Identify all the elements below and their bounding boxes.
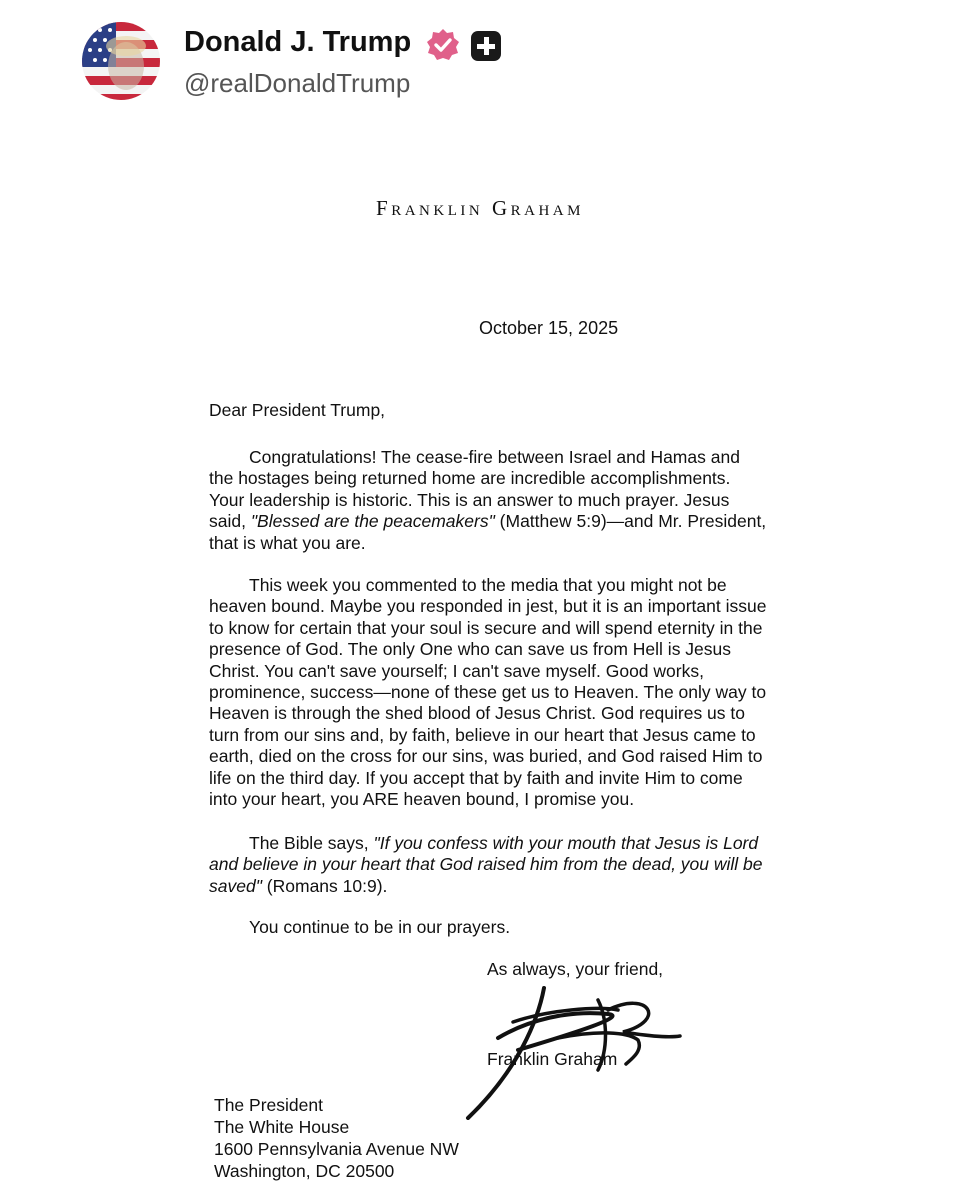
salutation: Dear President Trump, (209, 400, 386, 420)
paragraph-3 (209, 833, 769, 897)
paragraph-1-text: Congratulations! The cease-fire between Israel and Hamas and the hostages being returned home are incredible accomplishments. Your leadership is historic. This is an answer to much prayer. Jesus said, (209, 447, 740, 532)
address-line: The White House (214, 1117, 350, 1137)
user-handle[interactable]: @realDonaldTrump (184, 68, 411, 98)
paragraph-1-end: (Matthew 5:9)—and Mr. President, that is what you are. (209, 511, 767, 553)
recipient-address (214, 1094, 459, 1182)
paragraph-1 (209, 447, 769, 554)
display-name[interactable]: Donald J. Trump (184, 26, 412, 58)
paragraph-3-start: The Bible says, (249, 833, 369, 853)
paragraph-3-end: (Romans 10:9). (266, 875, 388, 896)
signer-name: Franklin Graham (487, 1049, 618, 1069)
paragraph-4: You continue to be in our prayers. (249, 917, 511, 937)
plus-badge-icon (470, 30, 502, 62)
verified-badge-icon (426, 28, 460, 62)
letter-date: October 15, 2025 (479, 318, 619, 338)
letterhead: Franklin Graham (376, 196, 584, 220)
flag-portrait-avatar[interactable] (82, 22, 160, 100)
paragraph-3-quote: "If you confess with your mouth that Jesus is Lord and believe in your heart that God raised him from the dead, you will be saved" (209, 833, 763, 896)
paragraph-2: This week you commented to the media that you might not be heaven bound. Maybe you responded in jest, but it is an important issue to know for certain that your soul is secure and will spend eternity in the presence of God. The only One who can save us from Hell is Jesus Christ. You can't save yourself; I can't save myself. Good works, prominence, success—none of these get us to Heaven. The only way to Heaven is through the shed blood of Jesus Christ. God requires us to turn from our sins and, by faith, believe in our heart that Jesus came to earth, died on the cross for our sins, was buried, and God raised Him to life on the third day. If you accept that by faith and invite Him to come into your heart, you ARE heaven bound, I promise you. (209, 575, 767, 810)
avatar-image (82, 22, 160, 100)
handwritten-signature (458, 980, 698, 1120)
address-line: The President (214, 1095, 323, 1115)
closing: As always, your friend, (487, 959, 664, 979)
paragraph-1-quote: "Blessed are the peacemakers" (250, 511, 495, 532)
address-line: Washington, DC 20500 (214, 1161, 395, 1181)
post-header (0, 0, 960, 120)
address-line: 1600 Pennsylvania Avenue NW (214, 1139, 459, 1159)
